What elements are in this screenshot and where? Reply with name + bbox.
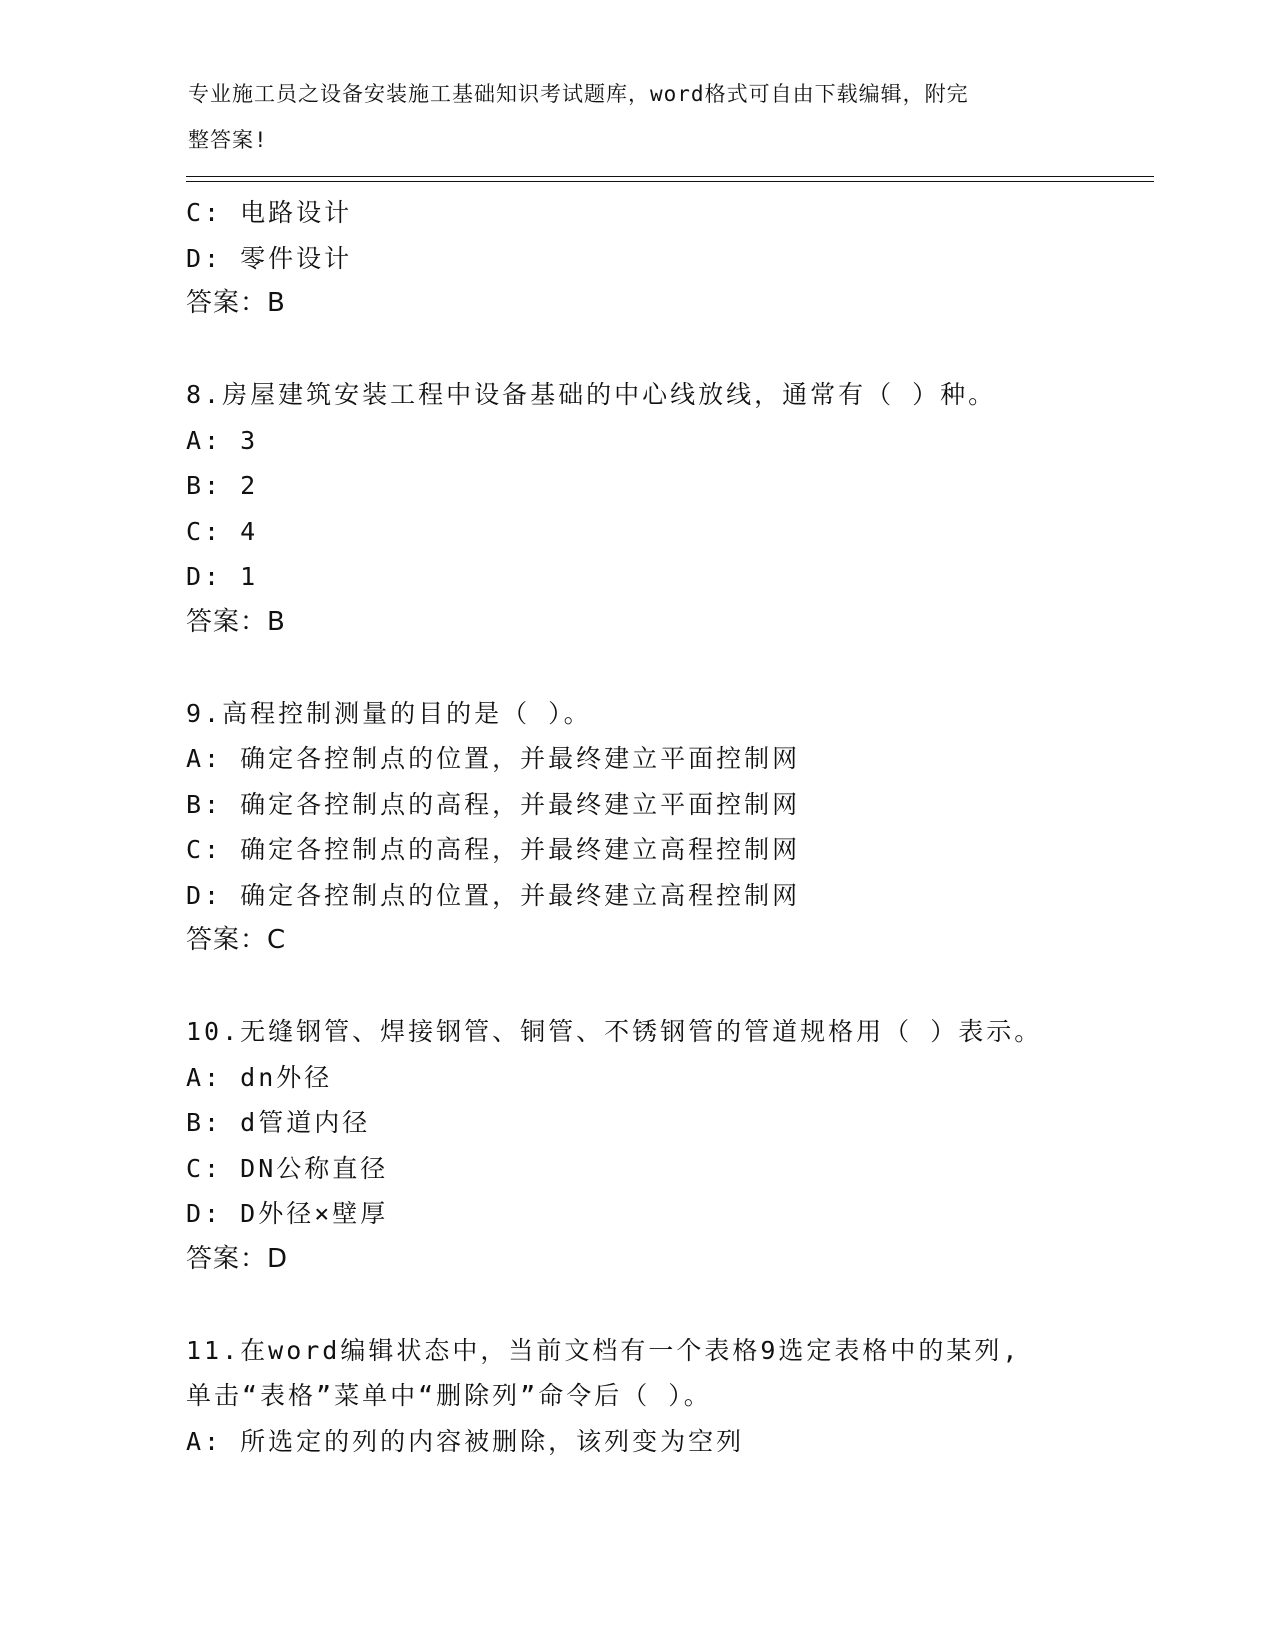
option-c: C: 电路设计 (186, 198, 353, 227)
option-a: A: 3 (186, 425, 259, 455)
option-a: A: 确定各控制点的位置，并最终建立平面控制网 (186, 744, 801, 773)
question-11 (186, 1328, 1146, 1465)
answer: 答案：C (186, 925, 287, 955)
option-c: C: 4 (186, 516, 259, 546)
header-rule-top (186, 176, 1154, 177)
option-b: B: 2 (186, 471, 259, 500)
answer: 答案：B (186, 606, 286, 637)
option-b: B: 确定各控制点的高程，并最终建立平面控制网 (186, 789, 801, 819)
option-a: A: 所选定的列的内容被删除，该列变为空列 (186, 1426, 745, 1456)
question-stem-line-2: 单击“表格”菜单中“删除列”命令后（ ）。 (186, 1381, 712, 1410)
option-a: A: dn外径 (186, 1062, 333, 1092)
question-list (186, 190, 1146, 1464)
option-d: D: 确定各控制点的位置，并最终建立高程控制网 (186, 880, 801, 910)
option-d: D: 零件设计 (186, 243, 353, 273)
question-9 (186, 691, 1146, 964)
spacer (186, 1282, 1146, 1328)
question-stem-line-1: 11.在word编辑状态中，当前文档有一个表格9选定表格中的某列, (186, 1335, 1021, 1365)
header-line-1: 专业施工员之设备安装施工基础知识考试题库，word格式可自由下载编辑，附完 (188, 82, 969, 106)
question-stem: 8.房屋建筑安装工程中设备基础的中心线放线，通常有（ ）种。 (186, 380, 997, 409)
option-c: C: 确定各控制点的高程，并最终建立高程控制网 (186, 835, 801, 864)
spacer (186, 645, 1146, 691)
spacer (186, 964, 1146, 1010)
option-d: D: 1 (186, 562, 259, 591)
document-header (188, 72, 1088, 163)
answer: 答案：B (186, 288, 286, 318)
question-7 (186, 190, 1146, 327)
option-c: C: DN公称直径 (186, 1153, 389, 1183)
question-stem: 9.高程控制测量的目的是（ ）。 (186, 698, 592, 728)
question-stem: 10.无缝钢管、焊接钢管、铜管、不锈钢管的管道规格用（ ）表示。 (186, 1017, 1043, 1046)
option-d: D: D外径×壁厚 (186, 1199, 389, 1228)
option-b: B: d管道内径 (186, 1108, 371, 1137)
answer: 答案：D (186, 1243, 289, 1274)
spacer (186, 327, 1146, 373)
header-rule-bottom (186, 181, 1154, 182)
header-line-2: 整答案! (188, 127, 268, 152)
question-8 (186, 372, 1146, 645)
question-10 (186, 1009, 1146, 1282)
